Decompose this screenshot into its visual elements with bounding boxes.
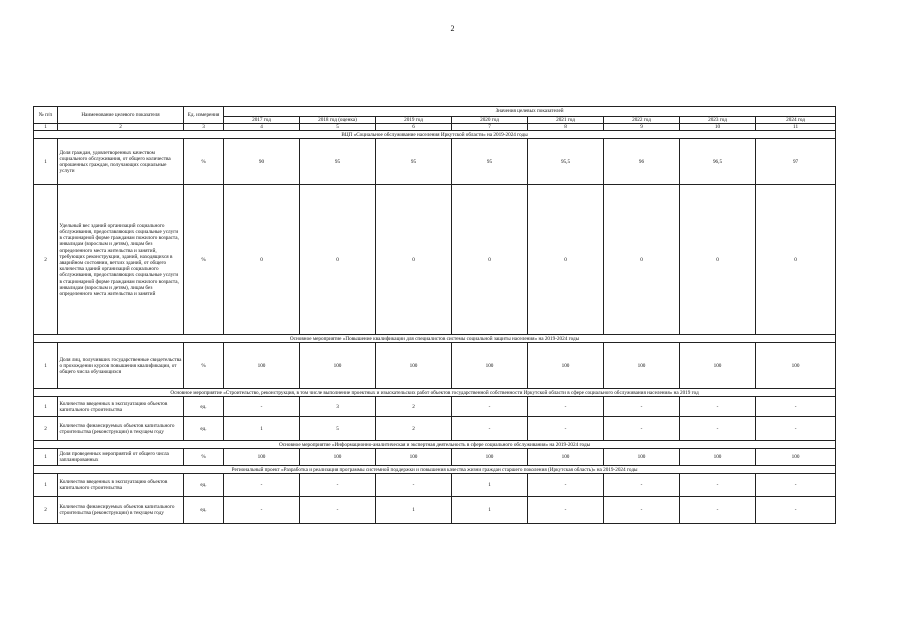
row-number: 1 [34,343,58,389]
value-cell: - [224,474,300,497]
value-cell: 100 [376,343,452,389]
row-number: 2 [34,185,58,335]
value-cell: 100 [528,343,604,389]
value-cell: - [528,417,604,441]
value-cell: 97 [756,139,836,185]
header-unit: Ед. измерения [184,107,224,124]
value-cell: - [300,474,376,497]
column-number: 5 [300,124,376,131]
table-row [34,449,836,466]
value-cell: 95 [300,139,376,185]
table-row [34,417,836,441]
table-row [34,497,836,524]
column-number: 4 [224,124,300,131]
value-cell: - [224,497,300,524]
column-number: 8 [528,124,604,131]
table-body [34,124,836,524]
row-number: 1 [34,449,58,466]
table-row [34,139,836,185]
value-cell: - [680,474,756,497]
column-number: 2 [58,124,184,131]
indicator-name: Количество введенных в эксплуатацию объектов капитального строительства [58,474,184,497]
value-cell: 0 [452,185,528,335]
row-number: 1 [34,397,58,417]
value-cell: - [756,497,836,524]
value-cell: - [376,474,452,497]
indicator-name: Количество финансируемых объектов капитального строительства (реконструкции) в текущем году [58,417,184,441]
value-cell: 100 [224,449,300,466]
header-year: 2021 год [528,117,604,124]
value-cell: 0 [604,185,680,335]
header-year: 2023 год [680,117,756,124]
value-cell: - [528,474,604,497]
value-cell: 100 [756,343,836,389]
indicator-name: Доля проведенных мероприятий от общего числа запланированных [58,449,184,466]
value-cell: 100 [452,343,528,389]
unit-cell: ед. [184,497,224,524]
header-name: Наименование целевого показателя [58,107,184,124]
value-cell: - [604,397,680,417]
column-number: 11 [756,124,836,131]
indicator-name: Удельный вес зданий организаций социального обслуживания, предоставляющих социальные услуги в стационарной форме гражданам пожилого возраста, инвалидам (взрослым и детям), лицам без определенного места жительства и занятий, требующих реконструкции, зданий, находящихся в аварийном состоянии, ветхих зданий, от общего количества зданий организаций социального обслуживания, предоставляющих социальные услуги в стационарной форме гражданам пожилого возраста, инвалидам (взрослым и детям), лицам без определенного места жительства и занятий [58,185,184,335]
indicator-name: Доля граждан, удовлетворенных качеством социального обслуживания, от общего количества опрошенных граждан, получающих социальные услуги [58,139,184,185]
value-cell: - [224,397,300,417]
header-year: 2018 год (оценка) [300,117,376,124]
value-cell: - [604,417,680,441]
unit-cell: ед. [184,397,224,417]
value-cell: 2 [376,397,452,417]
value-cell: 2 [376,417,452,441]
unit-cell: % [184,185,224,335]
header-year: 2019 год [376,117,452,124]
value-cell: 100 [680,343,756,389]
value-cell: - [452,397,528,417]
table-row [34,185,836,335]
value-cell: 100 [604,343,680,389]
value-cell: 0 [224,185,300,335]
value-cell: - [604,474,680,497]
header-year: 2022 год [604,117,680,124]
table-header [34,107,836,124]
value-cell: - [756,397,836,417]
unit-cell: ед. [184,417,224,441]
column-number: 1 [34,124,58,131]
value-cell: 1 [376,497,452,524]
value-cell: 100 [604,449,680,466]
value-cell: - [528,397,604,417]
page-number: 2 [450,24,455,33]
section-header-row [34,466,836,474]
value-cell: 96 [604,139,680,185]
value-cell: 0 [756,185,836,335]
value-cell: - [452,417,528,441]
value-cell: 100 [300,343,376,389]
section-title: ВЦП «Социальное обслуживание населения Иркутской области» на 2019-2024 годы [34,131,836,139]
value-cell: 5 [300,417,376,441]
value-cell: 0 [528,185,604,335]
value-cell: - [756,474,836,497]
unit-cell: % [184,343,224,389]
row-number: 1 [34,139,58,185]
value-cell: 100 [300,449,376,466]
section-title: Основное мероприятие «Информационно-аналитическая и экспертная деятельность в сфере социального обслуживания» на 2019-2024 годы [34,441,836,449]
indicator-name: Доля лиц, получивших государственные свидетельства о прохождении курсов повышения квалификации, от общего числа обучающихся [58,343,184,389]
value-cell: 100 [452,449,528,466]
value-cell: - [300,497,376,524]
value-cell: 100 [756,449,836,466]
header-num: № п/п [34,107,58,124]
header-year: 2017 год [224,117,300,124]
column-numbers-row [34,124,836,131]
section-title: Основное мероприятие «Строительство, реконструкция, в том числе выполнение проектных и изыскательских работ объектов государственной собственности Иркутской области в сфере социального обслуживания населения» на 2019 год [34,389,836,397]
unit-cell: ед. [184,474,224,497]
value-cell: 95,5 [528,139,604,185]
value-cell: - [756,417,836,441]
indicator-name: Количество финансируемых объектов капитального строительства (реконструкции) в текущем году [58,497,184,524]
section-header-row [34,441,836,449]
table-row [34,474,836,497]
value-cell: 0 [376,185,452,335]
value-cell: - [680,397,756,417]
column-number: 3 [184,124,224,131]
indicator-name: Количество введенных в эксплуатацию объектов капитального строительства [58,397,184,417]
section-title: Основное мероприятие «Повышение квалификации для специалистов системы социальной защиты населения» на 2019-2024 годы [34,335,836,343]
value-cell: 100 [680,449,756,466]
value-cell: 95 [452,139,528,185]
value-cell: - [604,497,680,524]
column-number: 9 [604,124,680,131]
value-cell: 100 [376,449,452,466]
value-cell: - [680,417,756,441]
header-year: 2020 год [452,117,528,124]
section-header-row [34,335,836,343]
unit-cell: % [184,449,224,466]
value-cell: 1 [452,474,528,497]
value-cell: 100 [528,449,604,466]
table-row [34,397,836,417]
header-values-group: Значения целевых показателей [224,107,836,117]
column-number: 10 [680,124,756,131]
value-cell: 1 [224,417,300,441]
column-number: 7 [452,124,528,131]
unit-cell: % [184,139,224,185]
value-cell: 90 [224,139,300,185]
value-cell: 1 [452,497,528,524]
value-cell: 95 [376,139,452,185]
header-year: 2024 год [756,117,836,124]
value-cell: - [528,497,604,524]
section-header-row [34,389,836,397]
value-cell: 3 [300,397,376,417]
value-cell: 100 [224,343,300,389]
value-cell: 0 [680,185,756,335]
value-cell: - [680,497,756,524]
column-number: 6 [376,124,452,131]
row-number: 2 [34,417,58,441]
table-row [34,343,836,389]
section-title: Региональный проект «Разработка и реализация программы системной поддержки и повышения качества жизни граждан старшего поколения (Иркутская область)» на 2019-2024 годы [34,466,836,474]
value-cell: 96,5 [680,139,756,185]
value-cell: 0 [300,185,376,335]
row-number: 1 [34,474,58,497]
row-number: 2 [34,497,58,524]
target-indicators-table [33,106,836,524]
section-header-row [34,131,836,139]
